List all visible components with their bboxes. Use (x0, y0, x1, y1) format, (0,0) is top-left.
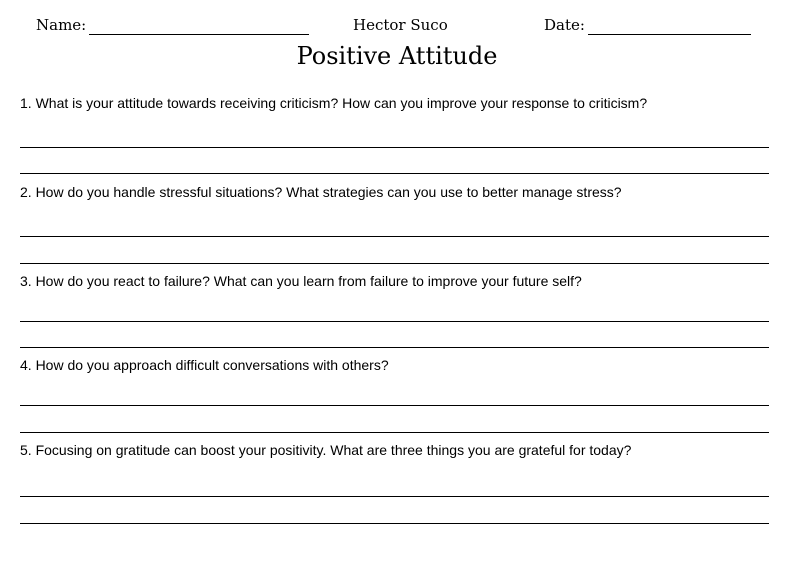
answer-line[interactable] (20, 263, 769, 264)
answer-line[interactable] (20, 405, 769, 406)
answer-line[interactable] (20, 173, 769, 174)
answer-line[interactable] (20, 496, 769, 497)
question-1: 1. What is your attitude towards receiving criticism? How can you improve your response to criticism? (20, 95, 648, 111)
answer-line[interactable] (20, 432, 769, 433)
question-3: 3. How do you react to failure? What can you learn from failure to improve your future self? (20, 273, 582, 289)
worksheet-header (0, 15, 794, 37)
answer-line[interactable] (20, 236, 769, 237)
answer-line[interactable] (20, 321, 769, 322)
question-4: 4. How do you approach difficult conversations with others? (20, 357, 389, 373)
worksheet-title: Positive Attitude (296, 42, 498, 70)
name-blank[interactable] (89, 16, 309, 35)
student-name: Hector Suco (353, 16, 448, 34)
answer-line[interactable] (20, 147, 769, 148)
date-label: Date: (544, 16, 585, 34)
name-label: Name: (36, 16, 87, 34)
date-blank[interactable] (588, 16, 751, 35)
answer-line[interactable] (20, 347, 769, 348)
date-field (544, 15, 751, 35)
name-field (36, 15, 309, 35)
question-5: 5. Focusing on gratitude can boost your positivity. What are three things you are grateful for today? (20, 442, 632, 458)
answer-line[interactable] (20, 523, 769, 524)
question-2: 2. How do you handle stressful situations? What strategies can you use to better manage stress? (20, 184, 622, 200)
